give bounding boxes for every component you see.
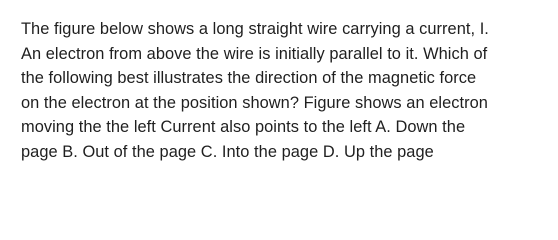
question-text: The figure below shows a long straight wire carrying a current, I. An electron from above the wire is initially parallel to it. Which of the following best illustrates the direction of the magnetic force on the electron at the position shown? Figure shows an electron moving the the left Current also points to the left A. Down the page B. Out of the page C. Into the page D. Up the page xyxy=(21,20,489,161)
